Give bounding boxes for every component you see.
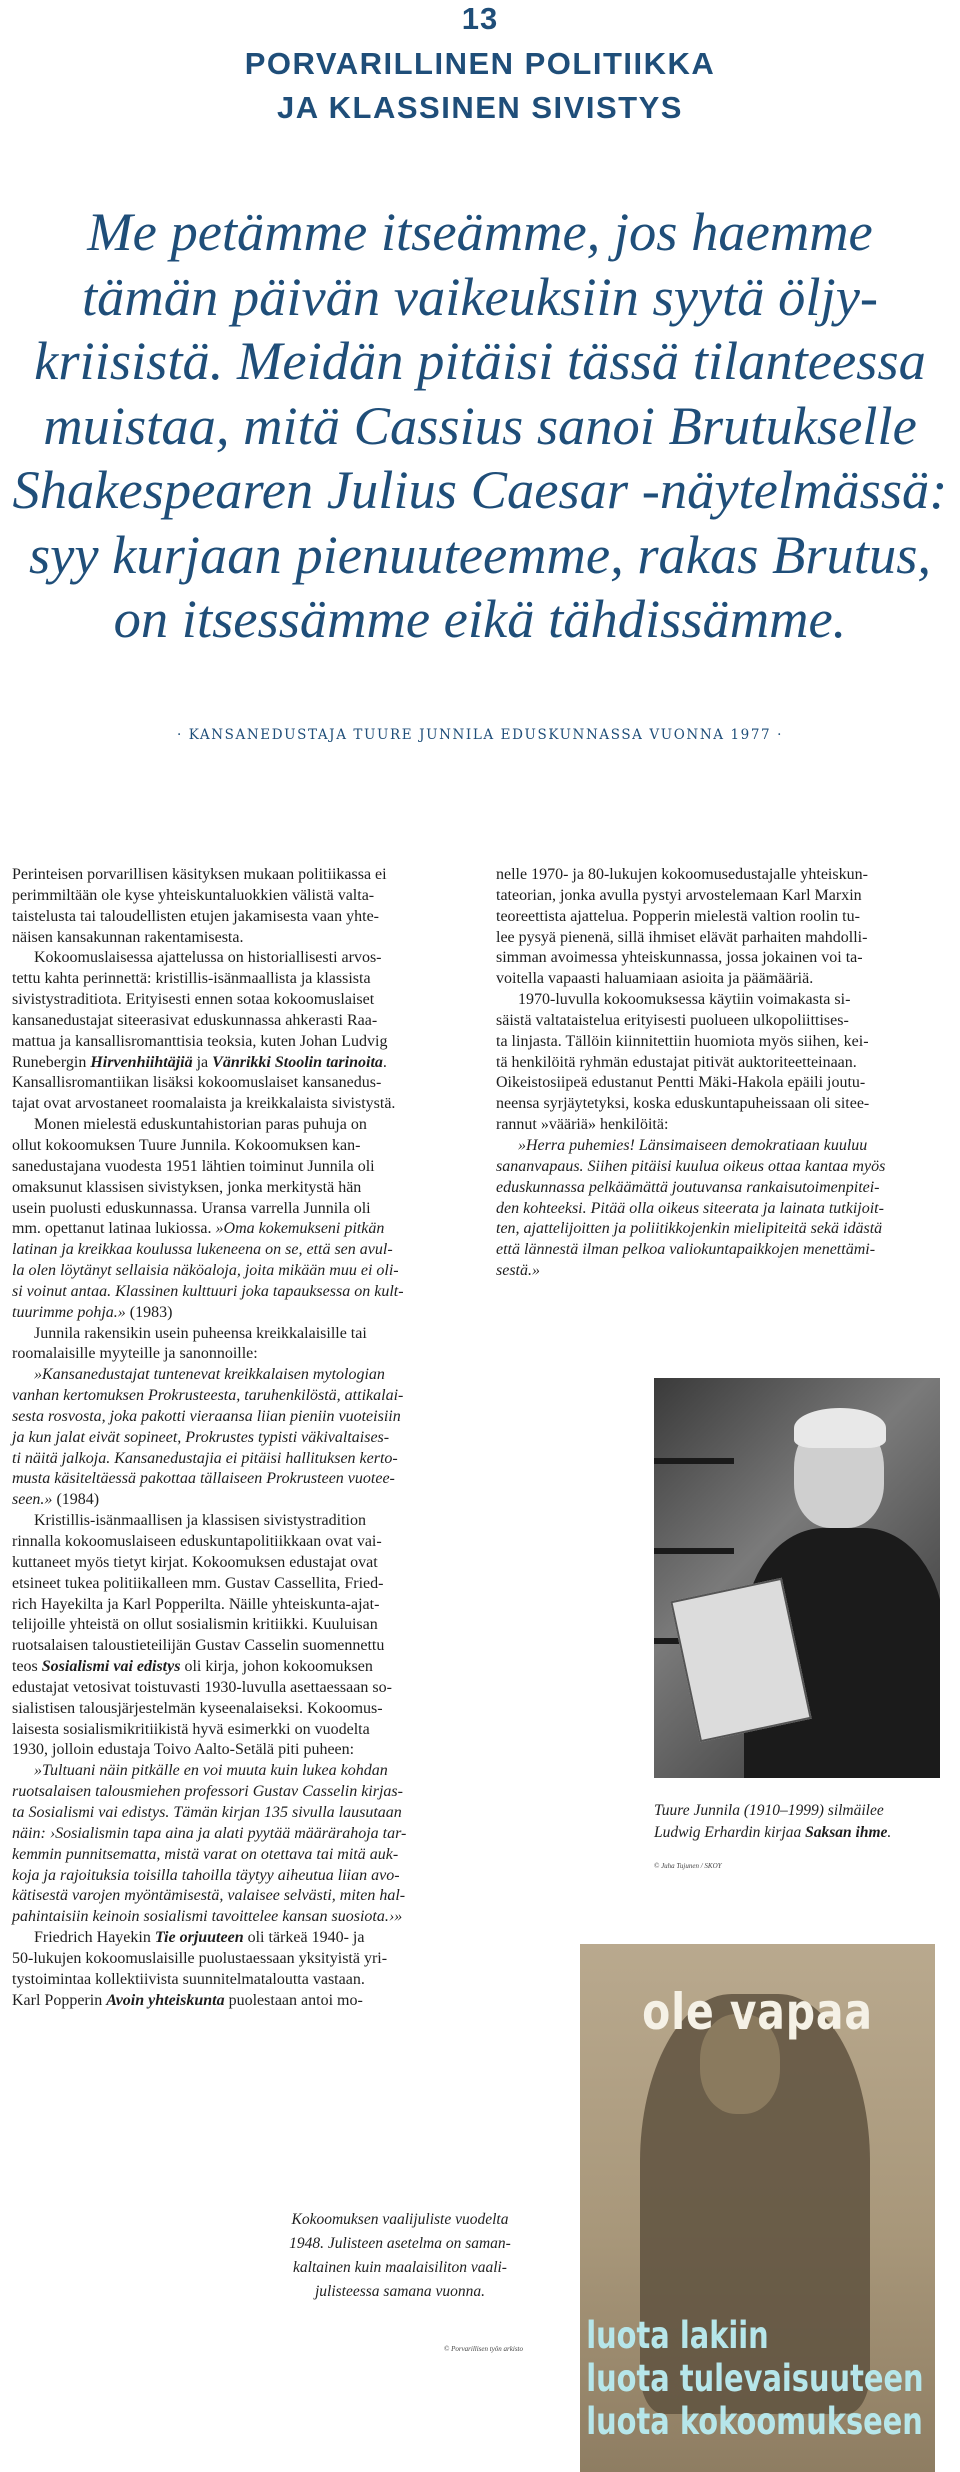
citation-line: si voinut antaa. Klassinen kulttuuri joka tapauksessa on kult- [12,1282,404,1300]
body-text: puolestaan antoi mo- [224,1991,363,2009]
body-line [12,1657,474,1678]
quote-line: Me petämme itseämme, jos haemme [87,201,873,262]
body-line: rinnalla kokoomuslaiseen eduskuntapolitiikkaan ovat vai- [12,1533,382,1550]
poster-slogan: luota tulevaisuuteen [586,2357,924,2400]
body-line: näisen kansakunnan rakentamisesta. [12,928,244,946]
caption-book-title: Saksan ihme [805,1824,888,1841]
body-line: Monen mielestä eduskuntahistorian paras puhuja on [34,1116,367,1134]
bookshelf [654,1458,734,1464]
body-line: perimmiltään ole kyse yhteiskuntaluokkien välistä valta- [12,886,375,904]
body-line: sanedustajana vuodesta 1951 lähtien toiminut Junnila oli [12,1157,375,1175]
body-line: 50-lukujen kokoomuslaisille puolustaessaan yksityistä yri- [12,1949,388,1967]
citation-line: ja kun jalat eivät sopineet, Prokrustes typisti väkivaltaises- [12,1428,390,1446]
body-line [12,1219,474,1240]
body-line: Kokoomuslaisessa ajattelussa on historiallisesti arvos- [34,949,382,967]
poster-credit: © Porvarillisen työn arkisto [444,2345,524,2353]
poster-headline: ole vapaa [642,1983,873,2041]
caption-line: Tuure Junnila (1910–1999) silmäilee [654,1802,884,1819]
quote-attribution: · KANSANEDUSTAJA TUURE JUNNILA EDUSKUNNASSA VUONNA 1977 · [176,727,784,743]
body-line [12,1303,474,1324]
citation-line: ti näitä jalkoja. Kansanedustajia ei pitäisi hallituksen kerto- [12,1449,398,1467]
body-line: edustajat vetosivat toistuvasti 1930-luvulla asettaessaan so- [12,1678,392,1696]
body-text: Friedrich Hayekin [34,1929,155,1947]
body-line: Junnila rakensikin usein puheensa kreikkalaisille tai [34,1324,367,1342]
body-line: telijoille yhteistä on ollut sosialismin kritiikki. Kuuluisan [12,1616,378,1634]
body-line: Kristillis-isänmaallisen ja klassisen sivistystradition [34,1512,366,1530]
citation-line: la olen löytänyt sellaisia näköaloja, joita mikään muu ei oli- [12,1262,399,1280]
body-line [12,1991,474,2012]
caption-line: kaltainen kuin maalaisiliton vaali- [293,2259,507,2276]
body-line: 1970-luvulla kokoomuksessa käytiin voimakasta si- [518,991,851,1009]
poster-caption [250,2208,550,2304]
chapter-title-line-2: JA KLASSINEN SIVISTYS [277,90,683,125]
citation-line: ruotsalaisen talousmiehen professori Gustav Casselin kirjas- [12,1783,403,1801]
book-title: Tie orjuuteen [154,1929,244,1947]
photo-caption [654,1800,954,1844]
body-line: 1930, jolloin edustaja Toivo Aalto-Setälä piti puheen: [12,1741,355,1759]
caption-text: . [887,1824,892,1841]
caption-text: Ludwig Erhardin kirjaa [654,1824,806,1841]
body-text: . [382,1053,387,1071]
body-line: simman avoimessa yhteiskunnassa, jossa jokainen voi ta- [496,949,863,967]
caption-line: julisteessa samana vuonna. [314,2283,486,2300]
quote-line: Shakespearen Julius Caesar -näytelmässä: [12,459,948,520]
body-line: rannut »vääriä» henkilöitä: [496,1116,669,1134]
citation-line: kätisestä varojen myöntämisestä, valaisee selvästi, miten hal- [12,1887,406,1905]
body-line: usein puolusti eduskunnassa. Uransa varrella Junnila oli [12,1199,371,1217]
quote-line: on itsessämme eikä tähdissämme. [113,588,847,649]
body-line: Oikeistosiipeä edustanut Pentti Mäki-Hakola epäili joutu- [496,1074,866,1092]
chapter-number: 13 [461,1,499,36]
body-text: (1983) [125,1303,173,1321]
citation-line: kemmin punnitsematta, mistä varat on otettava tai mitä auk- [12,1845,399,1863]
book-title: Hirvenhiihtäjiä [90,1053,193,1071]
body-line: teoreettista ajattelua. Popperin mielestä valtion roolin tu- [496,907,860,925]
citation-line: sananvapaus. Siihen pitäisi kuulua oikeus ottaa kantaa myös [496,1157,886,1175]
book-title: Avoin yhteiskunta [106,1991,225,2009]
body-line: kuttaneet myös tietyt kirjat. Kokoomuksen edustajat ovat [12,1553,378,1571]
body-line: Kansallisromantiikan lisäksi kokoomuslaiset kansanedus- [12,1074,382,1092]
citation-text: seen.» [12,1491,53,1509]
citation-line: näin: ›Sosialismin tapa aina ja alati pyytää määrärahoja tar- [12,1824,407,1842]
body-line: roomalaisille myyteille ja sanonnoille: [12,1345,258,1363]
body-line: voitella vapaasti haluamiaan asioita ja päämääriä. [496,970,814,988]
citation-line: sestä.» [496,1262,540,1280]
body-line: kansanedustajat siteerasivat eduskunnassa ahkerasti Raa- [12,1011,378,1029]
poster-slogans [580,2314,924,2443]
body-text: teos [12,1658,42,1676]
election-poster [580,1944,935,2472]
quote-line: kriisistä. Meidän pitäisi tässä tilanteessa [34,330,926,391]
body-line: omaksunut klassisen sivistyksen, jonka merkitystä hän [12,1178,362,1196]
body-line: tä henkilöitä ryhmän edustajat pitivät auktoriteetteinaan. [496,1053,857,1071]
body-line: säistä valtataistelua erityisesti puolueen ulkopoliittises- [496,1011,849,1029]
body-line: Perinteisen porvarillisen käsityksen mukaan politiikassa ei [12,866,387,883]
body-text: oli kirja, johon kokoomuksen [180,1658,373,1676]
photo-credit: © Juha Tujunen / SKOY [654,1862,722,1870]
body-text: mm. opettanut latinaa lukiossa. [12,1220,216,1238]
body-text: ja [192,1053,213,1071]
citation-line: ten, ajattelijoitten ja poliitikkojenkin mielipiteitä sekä idästä [496,1220,883,1238]
citation-line: »Tultuani näin pitkälle en voi muuta kuin lukea kohdan [34,1762,388,1780]
body-line: tateorian, jonka avulla pystyi arvostelemaan Karl Marxin [496,886,862,904]
body-line: nelle 1970- ja 80-lukujen kokoomusedustajalle yhteiskun- [496,866,868,883]
citation-line: koja ja rajoituksia toisilla tahoilla täytyy aiheutua liian avo- [12,1866,400,1884]
body-text: (1984) [52,1491,100,1509]
body-column-right [496,865,945,1282]
chapter-title-line-1: PORVARILLINEN POLITIIKKA [244,46,716,81]
book-title: Vänrikki Stoolin tarinoita [212,1053,383,1071]
portrait-photo [654,1378,940,1778]
citation-line: sesta rosvosta, joka pakotti vieraansa liian pieniin vuoteisiin [12,1407,401,1425]
body-line: etsineet tukea politiikalleen mm. Gustav Cassellita, Fried- [12,1574,384,1592]
body-line: sialistisen talousjärjestelmän kyseenalaiseksi. Kokoomus- [12,1699,383,1717]
body-line: tystoimintaa kollektiivista suunnitelmataloutta vastaan. [12,1970,365,1988]
poster-slogan: luota kokoomukseen [586,2400,923,2443]
pull-quote [0,200,960,652]
body-line: mattua ja kansallisromanttisia teoksia, kuten Johan Ludvig [12,1032,388,1050]
citation-line: musta käsiteltäessä pakottaa tällaiseen Prokrusteen vuotee- [12,1470,395,1488]
body-line: ollut kokoomuksen Tuure Junnila. Kokoomuksen kan- [12,1136,361,1154]
citation-line: että lännestä ilman pelkoa valiokuntapaikkojen menettämi- [496,1241,876,1259]
body-line [12,1928,474,1949]
citation-line: vanhan kertomuksen Prokrusteesta, taruhenkilöstä, attikalai- [12,1387,404,1405]
body-text: Runebergin [12,1053,91,1071]
citation-text: »Oma kokemukseni pitkän [215,1220,385,1238]
body-line [12,1053,474,1074]
body-line: laisesta sosialismikritiikistä hyvä esimerkki on vuodelta [12,1720,370,1738]
bookshelf [654,1548,734,1554]
body-text: Karl Popperin [12,1991,107,2009]
body-line: ruotsalaisen taloustieteilijän Gustav Casselin suomennettu [12,1637,385,1655]
body-line: tajat ovat arvostaneet roomalaista ja kreikkalaista sivistystä. [12,1095,396,1113]
body-line: tettu kahta perinnettä: kristillis-isänmaallista ja klassista [12,970,371,988]
chapter-header [0,0,960,130]
caption-line: 1948. Julisteen asetelma on saman- [289,2235,511,2252]
body-line: neensa syrjäytetyksi, koska eduskuntapuheissaan oli sitee- [496,1095,870,1113]
book-title: Sosialismi vai edistys [41,1658,181,1676]
quote-line: tämän päivän vaikeuksiin syytä öljy- [81,265,879,327]
body-line: ta linjasta. Tällöin kiinnitettiin huomiota myös siihen, kei- [496,1032,869,1050]
quote-line: muistaa, mitä Cassius sanoi Brutukselle [43,394,917,456]
body-line [12,1490,474,1511]
citation-line: »Herra puhemies! Länsimaiseen demokratiaan kuuluu [518,1136,868,1154]
poster-slogan: luota lakiin [586,2314,769,2357]
chapter-title [0,42,960,130]
body-text: oli tärkeä 1940- ja [243,1929,365,1947]
citation-text: tuurimme pohja.» [12,1303,126,1321]
body-column-left [12,865,474,2011]
caption-line: Kokoomuksen vaalijuliste vuodelta [291,2211,509,2228]
citation-line: latinan ja kreikkaa koulussa lukeneena on se, että sen avul- [12,1241,393,1259]
citation-line: pahintaisiin keinoin sosialismi tavoittelee kansan suosiota.›» [12,1908,403,1926]
body-line: sivistystraditiota. Erityisesti ennen sotaa kokoomuslaiset [12,991,375,1009]
citation-line: »Kansanedustajat tuntenevat kreikkalaisen mytologian [34,1366,385,1384]
citation-line: eduskunnassa pelkäämättä joutuvansa rankaisutoimenpitei- [496,1178,880,1196]
figure-hair [794,1408,886,1448]
citation-line: ta Sosialismi vai edistys. Tämän kirjan 135 sivulla lausutaan [12,1803,402,1821]
citation-line: den kohteeksi. Pitää olla oikeus siteerata ja lainata tutkijoit- [496,1199,884,1217]
body-line: rich Hayekilta ja Karl Popperilta. Näille yhteiskunta-ajat- [12,1595,380,1613]
quote-line: syy kurjaan pienuuteemme, rakas Brutus, [28,523,932,585]
caption-line [654,1822,954,1844]
body-line: lee pysyä pienenä, sillä ihmiset elävät parhaiten mahdolli- [496,928,868,946]
body-line: taistelusta tai taloudellisten etujen jakamisesta vaan yhte- [12,907,379,925]
